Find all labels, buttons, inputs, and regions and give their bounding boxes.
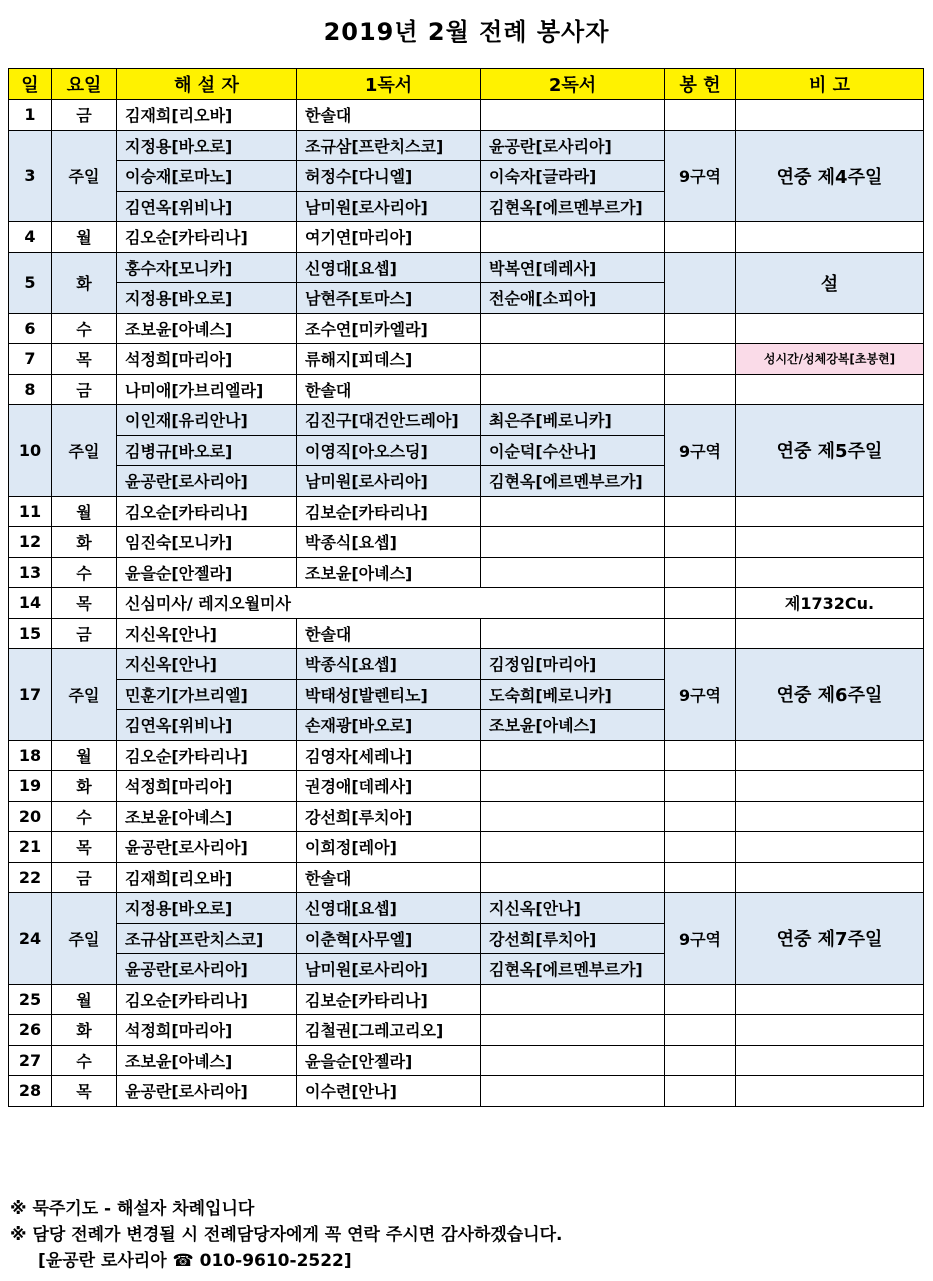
reader1-cell: 류해지[피데스] [297,344,481,375]
remark-cell [736,374,924,405]
reader1-cell: 이희정[레아] [297,832,481,863]
narrator-cell: 윤을순[안젤라] [117,557,297,588]
weekday-cell: 화 [52,1015,117,1046]
table-row [9,374,924,405]
narrator-cell: 김오순[카타리나] [117,740,297,771]
narrator-cell: 김오순[카타리나] [117,496,297,527]
weekday-cell: 목 [52,588,117,619]
remark-cell [736,832,924,863]
table-row [9,771,924,802]
day-cell: 26 [9,1015,52,1046]
narrator-cell: 이승재[로마노] [117,161,297,192]
reader1-cell: 여기연[마리아] [297,222,481,253]
reader2-cell: 김정임[마리아] [481,649,665,680]
narrator-cell: 민훈기[가브리엘] [117,679,297,710]
weekday-cell: 목 [52,1076,117,1107]
narrator-cell: 임진숙[모니카] [117,527,297,558]
day-cell: 5 [9,252,52,313]
header-weekday: 요일 [52,69,117,100]
table-row [9,588,924,619]
reader2-cell: 김현옥[에르멘부르가] [481,466,665,497]
narrator-cell: 김병규[바오로] [117,435,297,466]
narrator-cell: 조규삼[프란치스코] [117,923,297,954]
merged-event-cell: 신심미사/ 레지오월미사 [117,588,665,619]
narrator-cell: 김오순[카타리나] [117,222,297,253]
reader2-cell [481,557,665,588]
offering-cell [665,252,736,313]
table-row [9,100,924,131]
remark-cell: 제1732Cu. [736,588,924,619]
reader1-cell: 김보순[카타리나] [297,496,481,527]
offering-cell: 9구역 [665,130,736,222]
weekday-cell: 화 [52,527,117,558]
narrator-cell: 지정용[바오로] [117,283,297,314]
narrator-cell: 조보윤[아녜스] [117,801,297,832]
narrator-cell: 윤공란[로사리아] [117,466,297,497]
reader1-cell: 강선희[루치아] [297,801,481,832]
header-reader2: 2독서 [481,69,665,100]
day-cell: 18 [9,740,52,771]
day-cell: 17 [9,649,52,741]
reader2-cell [481,1045,665,1076]
remark-cell [736,1015,924,1046]
remark-cell [736,1045,924,1076]
narrator-cell: 지신옥[안나] [117,618,297,649]
narrator-cell: 김재희[리오바] [117,862,297,893]
remark-cell [736,862,924,893]
reader2-cell [481,618,665,649]
reader1-cell: 남미원[로사리아] [297,191,481,222]
narrator-cell: 지정용[바오로] [117,893,297,924]
remark-cell [736,313,924,344]
reader2-cell: 박복연[데레사] [481,252,665,283]
table-row [9,618,924,649]
narrator-cell: 조보윤[아녜스] [117,1045,297,1076]
weekday-cell: 월 [52,984,117,1015]
offering-cell [665,1045,736,1076]
table-row [9,344,924,375]
offering-cell [665,1015,736,1046]
weekday-cell: 수 [52,801,117,832]
table-row [9,222,924,253]
reader2-cell [481,1076,665,1107]
offering-cell [665,618,736,649]
offering-cell [665,984,736,1015]
reader1-cell: 손재광[바오로] [297,710,481,741]
remark-cell [736,222,924,253]
reader2-cell [481,740,665,771]
remark-cell [736,618,924,649]
reader1-cell: 김진구[대건안드레아] [297,405,481,436]
narrator-cell: 지정용[바오로] [117,130,297,161]
weekday-cell: 금 [52,618,117,649]
table-row [9,1045,924,1076]
header-offering: 봉 헌 [665,69,736,100]
narrator-cell: 김재희[리오바] [117,100,297,131]
weekday-cell: 수 [52,313,117,344]
offering-cell [665,344,736,375]
table-row [9,527,924,558]
table-row [9,313,924,344]
reader2-cell [481,496,665,527]
table-row [9,1076,924,1107]
weekday-cell: 수 [52,557,117,588]
header-day: 일 [9,69,52,100]
offering-cell [665,801,736,832]
reader1-cell: 김보순[카타리나] [297,984,481,1015]
weekday-cell: 화 [52,252,117,313]
day-cell: 24 [9,893,52,985]
day-cell: 27 [9,1045,52,1076]
reader2-cell: 조보윤[아녜스] [481,710,665,741]
reader1-cell: 김영자[세레나] [297,740,481,771]
day-cell: 1 [9,100,52,131]
reader2-cell: 김현옥[에르멘부르가] [481,191,665,222]
weekday-cell: 수 [52,1045,117,1076]
remark-cell [736,740,924,771]
day-cell: 14 [9,588,52,619]
day-cell: 20 [9,801,52,832]
remark-cell [736,984,924,1015]
reader1-cell: 이춘혁[사무엘] [297,923,481,954]
reader1-cell: 남미원[로사리아] [297,466,481,497]
day-cell: 6 [9,313,52,344]
header-row [9,69,924,100]
reader2-cell [481,1015,665,1046]
narrator-cell: 나미애[가브리엘라] [117,374,297,405]
weekday-cell: 금 [52,862,117,893]
weekday-cell: 월 [52,222,117,253]
offering-cell [665,527,736,558]
remark-cell [736,557,924,588]
offering-cell [665,1076,736,1107]
table-row [9,984,924,1015]
remark-cell: 연중 제5주일 [736,405,924,497]
reader1-cell: 신영대[요셉] [297,893,481,924]
reader2-cell [481,832,665,863]
reader1-cell: 남미원[로사리아] [297,954,481,985]
weekday-cell: 목 [52,832,117,863]
header-remark: 비 고 [736,69,924,100]
weekday-cell: 목 [52,344,117,375]
header-reader1: 1독서 [297,69,481,100]
reader1-cell: 권경애[데레사] [297,771,481,802]
note-phone: [윤공란 로사리아 ☎ 010-9610-2522] [38,1251,352,1271]
day-cell: 22 [9,862,52,893]
weekday-cell: 월 [52,740,117,771]
day-cell: 21 [9,832,52,863]
weekday-cell: 주일 [52,405,117,497]
offering-cell [665,557,736,588]
reader1-cell: 한솔대 [297,618,481,649]
reader1-cell: 이수련[안나] [297,1076,481,1107]
reader2-cell [481,862,665,893]
reader2-cell: 도숙희[베로니카] [481,679,665,710]
table-row [9,740,924,771]
day-cell: 12 [9,527,52,558]
schedule-table [8,68,924,1107]
weekday-cell: 주일 [52,649,117,741]
offering-cell [665,100,736,131]
day-cell: 10 [9,405,52,497]
narrator-cell: 김연옥[위비나] [117,191,297,222]
table-row [9,557,924,588]
offering-cell [665,496,736,527]
table-row [9,801,924,832]
offering-cell [665,588,736,619]
reader1-cell: 남현주[토마스] [297,283,481,314]
day-cell: 8 [9,374,52,405]
offering-cell: 9구역 [665,405,736,497]
weekday-cell: 화 [52,771,117,802]
reader2-cell: 이순덕[수산나] [481,435,665,466]
day-cell: 19 [9,771,52,802]
reader1-cell: 박태성[발렌티노] [297,679,481,710]
reader2-cell [481,344,665,375]
table-row [9,893,924,924]
day-cell: 15 [9,618,52,649]
remark-cell: 연중 제6주일 [736,649,924,741]
offering-cell [665,832,736,863]
reader1-cell: 박종식[요셉] [297,527,481,558]
reader1-cell: 허정수[다니엘] [297,161,481,192]
remark-cell [736,771,924,802]
day-cell: 11 [9,496,52,527]
table-row [9,649,924,680]
remark-cell: 연중 제4주일 [736,130,924,222]
reader2-cell: 전순애[소피아] [481,283,665,314]
reader2-cell [481,801,665,832]
table-row [9,1015,924,1046]
narrator-cell: 이인재[유리안나] [117,405,297,436]
weekday-cell: 월 [52,496,117,527]
day-cell: 7 [9,344,52,375]
narrator-cell: 지신옥[안나] [117,649,297,680]
offering-cell [665,740,736,771]
weekday-cell: 주일 [52,893,117,985]
reader2-cell: 지신옥[안나] [481,893,665,924]
day-cell: 25 [9,984,52,1015]
offering-cell: 9구역 [665,649,736,741]
narrator-cell: 석정희[마리아] [117,1015,297,1046]
reader2-cell: 김현옥[에르멘부르가] [481,954,665,985]
reader2-cell: 최은주[베로니카] [481,405,665,436]
reader2-cell [481,100,665,131]
reader2-cell [481,984,665,1015]
offering-cell [665,771,736,802]
narrator-cell: 윤공란[로사리아] [117,832,297,863]
weekday-cell: 금 [52,100,117,131]
narrator-cell: 석정희[마리아] [117,344,297,375]
narrator-cell: 김연옥[위비나] [117,710,297,741]
remark-cell [736,496,924,527]
reader2-cell [481,222,665,253]
reader1-cell: 조수연[미카엘라] [297,313,481,344]
reader1-cell: 신영대[요셉] [297,252,481,283]
reader2-cell: 이숙자[글라라] [481,161,665,192]
offering-cell [665,374,736,405]
narrator-cell: 윤공란[로사리아] [117,1076,297,1107]
table-row [9,405,924,436]
remark-cell [736,1076,924,1107]
weekday-cell: 금 [52,374,117,405]
reader1-cell: 이영직[아오스딩] [297,435,481,466]
narrator-cell: 윤공란[로사리아] [117,954,297,985]
day-cell: 13 [9,557,52,588]
table-row [9,496,924,527]
reader2-cell: 강선희[루치아] [481,923,665,954]
day-cell: 3 [9,130,52,222]
remark-cell: 설 [736,252,924,313]
offering-cell: 9구역 [665,893,736,985]
offering-cell [665,313,736,344]
reader1-cell: 박종식[요셉] [297,649,481,680]
note-rosary: ※ 묵주기도 - 해설자 차례입니다 [10,1199,255,1219]
page-title: 2019년 2월 전례 봉사자 [323,18,610,46]
reader2-cell: 윤공란[로사리아] [481,130,665,161]
narrator-cell: 석정희[마리아] [117,771,297,802]
table-row [9,832,924,863]
reader1-cell: 한솔대 [297,862,481,893]
reader1-cell: 조규삼[프란치스코] [297,130,481,161]
offering-cell [665,862,736,893]
narrator-cell: 홍수자[모니카] [117,252,297,283]
table-row [9,130,924,161]
reader1-cell: 한솔대 [297,374,481,405]
reader2-cell [481,527,665,558]
narrator-cell: 조보윤[아녜스] [117,313,297,344]
day-cell: 28 [9,1076,52,1107]
reader2-cell [481,771,665,802]
table-row [9,252,924,283]
narrator-cell: 김오순[카타리나] [117,984,297,1015]
reader1-cell: 김철권[그레고리오] [297,1015,481,1046]
offering-cell [665,222,736,253]
reader1-cell: 윤을순[안젤라] [297,1045,481,1076]
remark-cell: 성시간/성체강복[초봉현] [736,344,924,375]
remark-cell [736,527,924,558]
note-contact: ※ 담당 전례가 변경될 시 전례담당자에게 꼭 연락 주시면 감사하겠습니다. [10,1225,563,1245]
reader2-cell [481,374,665,405]
header-narrator: 해 설 자 [117,69,297,100]
day-cell: 4 [9,222,52,253]
table-row [9,862,924,893]
reader2-cell [481,313,665,344]
weekday-cell: 주일 [52,130,117,222]
reader1-cell: 조보윤[아녜스] [297,557,481,588]
remark-cell [736,801,924,832]
remark-cell: 연중 제7주일 [736,893,924,985]
reader1-cell: 한솔대 [297,100,481,131]
remark-cell [736,100,924,131]
